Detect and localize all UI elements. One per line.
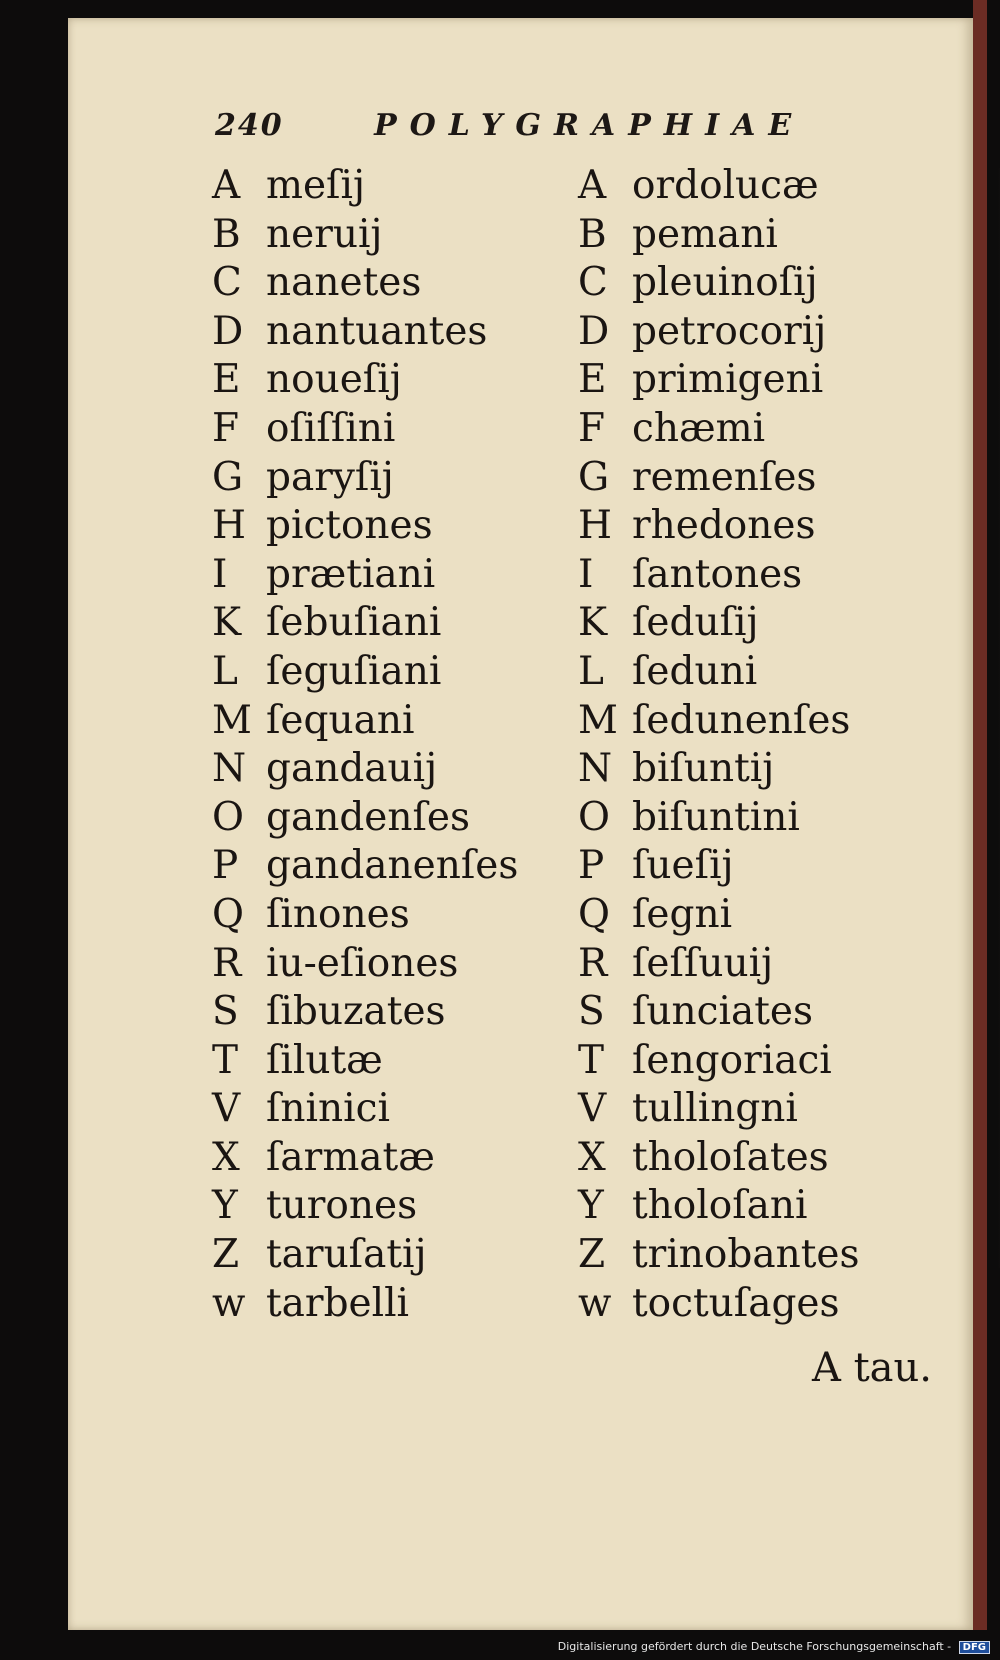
cipher-row — [578, 1085, 860, 1134]
cipher-word: ſibuzates — [266, 989, 446, 1035]
cipher-letter: P — [212, 843, 239, 889]
cipher-word: gandauij — [266, 746, 438, 792]
cipher-word: tholoſani — [632, 1183, 808, 1229]
cipher-word: nanetes — [266, 260, 422, 306]
book-edge — [973, 0, 987, 1660]
cipher-row — [578, 502, 860, 551]
right-cipher-column — [578, 162, 860, 1328]
cipher-row — [578, 1231, 860, 1280]
cipher-letter: Y — [578, 1183, 604, 1229]
cipher-letter: X — [212, 1134, 240, 1180]
cipher-letter: O — [212, 794, 244, 840]
cipher-word: ſninici — [266, 1086, 390, 1132]
cipher-letter: L — [212, 648, 238, 694]
cipher-letter: D — [212, 308, 244, 354]
cipher-word: ſegni — [632, 891, 733, 937]
cipher-row — [212, 891, 518, 940]
cipher-letter: C — [578, 260, 608, 306]
cipher-word: turones — [266, 1183, 418, 1229]
cipher-letter: A — [578, 163, 607, 208]
catchword: A tau. — [812, 1345, 932, 1391]
cipher-row — [578, 648, 860, 697]
cipher-letter: B — [212, 211, 241, 257]
cipher-row — [212, 1134, 518, 1183]
cipher-row — [212, 1280, 518, 1329]
cipher-word: biſuntij — [632, 746, 775, 792]
cipher-row — [578, 794, 860, 843]
cipher-word: ſedunenſes — [632, 697, 851, 743]
cipher-letter: P — [578, 843, 605, 889]
cipher-letter: M — [578, 697, 618, 743]
cipher-letter: M — [212, 697, 252, 743]
cipher-word: pleuinoſij — [632, 260, 818, 306]
cipher-word: iu-eſiones — [266, 940, 459, 986]
page-number: 240 — [215, 108, 284, 143]
cipher-row — [212, 308, 518, 357]
cipher-row — [212, 211, 518, 260]
cipher-row — [212, 842, 518, 891]
cipher-word: ſeduſij — [632, 600, 759, 646]
cipher-word: oſiſſini — [266, 405, 396, 451]
cipher-letter: K — [578, 600, 608, 646]
cipher-word: paryſij — [266, 454, 394, 500]
cipher-row — [578, 1182, 860, 1231]
cipher-row — [212, 745, 518, 794]
cipher-row — [578, 1280, 860, 1329]
digitization-credit — [558, 1640, 990, 1654]
cipher-word: biſuntini — [632, 794, 800, 840]
cipher-row — [212, 1182, 518, 1231]
cipher-word: ordolucæ — [632, 163, 819, 208]
cipher-word: pictones — [266, 503, 433, 549]
cipher-letter: R — [578, 940, 608, 986]
cipher-letter: S — [212, 989, 239, 1035]
cipher-row — [212, 551, 518, 600]
cipher-letter: T — [578, 1037, 605, 1083]
running-head — [215, 108, 804, 143]
cipher-word: ſarmatæ — [266, 1134, 435, 1180]
cipher-word: ſeſſuuij — [632, 940, 774, 986]
cipher-row — [212, 454, 518, 503]
cipher-word: ſengoriaci — [632, 1037, 832, 1083]
cipher-word: tarbelli — [266, 1280, 410, 1326]
cipher-letter: F — [212, 405, 240, 451]
cipher-letter: Z — [578, 1232, 606, 1278]
cipher-row — [212, 502, 518, 551]
cipher-letter: X — [578, 1134, 606, 1180]
cipher-row — [212, 794, 518, 843]
cipher-word: rhedones — [632, 503, 816, 549]
cipher-word: ſebuſiani — [266, 600, 442, 646]
cipher-row — [212, 405, 518, 454]
cipher-row — [578, 405, 860, 454]
cipher-row — [212, 988, 518, 1037]
cipher-row — [578, 308, 860, 357]
cipher-word: petrocorij — [632, 308, 827, 354]
cipher-row — [212, 648, 518, 697]
credit-text: Digitalisierung gefördert durch die Deutsche Forschungsgemeinschaft - — [557, 1640, 952, 1653]
cipher-letter: B — [578, 211, 607, 257]
cipher-row — [578, 1134, 860, 1183]
cipher-word: pemani — [632, 211, 778, 257]
cipher-row — [578, 842, 860, 891]
running-title: POLYGRAPHIAE — [374, 108, 805, 143]
cipher-word: ſequani — [266, 697, 415, 743]
cipher-row — [212, 356, 518, 405]
cipher-row — [212, 1085, 518, 1134]
cipher-word: trinobantes — [632, 1232, 860, 1278]
cipher-row — [578, 745, 860, 794]
cipher-row — [212, 1037, 518, 1086]
cipher-word: nantuantes — [266, 308, 488, 354]
cipher-letter: T — [212, 1037, 239, 1083]
cipher-word: gandenſes — [266, 794, 471, 840]
cipher-row — [578, 988, 860, 1037]
cipher-letter: Z — [212, 1232, 240, 1278]
cipher-word: noueſij — [266, 357, 402, 403]
cipher-letter: w — [212, 1280, 246, 1326]
cipher-word: ſeduni — [632, 648, 758, 694]
dfg-logo: DFG — [959, 1641, 990, 1654]
cipher-row — [578, 162, 860, 211]
cipher-letter: Q — [578, 891, 610, 937]
cipher-word: ſunciates — [632, 989, 814, 1035]
cipher-letter: L — [578, 648, 604, 694]
cipher-word: ſueſij — [632, 843, 734, 889]
cipher-word: tholoſates — [632, 1134, 829, 1180]
cipher-letter: G — [212, 454, 244, 500]
cipher-row — [212, 697, 518, 746]
cipher-row — [212, 259, 518, 308]
cipher-letter: Q — [212, 891, 244, 937]
cipher-row — [578, 697, 860, 746]
cipher-letter: N — [578, 746, 613, 792]
cipher-letter: I — [212, 551, 228, 597]
cipher-letter: Y — [212, 1183, 238, 1229]
cipher-row — [578, 891, 860, 940]
cipher-row — [578, 211, 860, 260]
cipher-word: tullingni — [632, 1086, 798, 1132]
cipher-letter: w — [578, 1280, 612, 1326]
cipher-word: ſinones — [266, 891, 410, 937]
cipher-letter: K — [212, 600, 242, 646]
cipher-row — [212, 599, 518, 648]
cipher-letter: R — [212, 940, 242, 986]
cipher-word: ſantones — [632, 551, 803, 597]
cipher-letter: V — [578, 1086, 607, 1132]
cipher-letter: I — [578, 551, 594, 597]
cipher-letter: F — [578, 405, 606, 451]
cipher-row — [578, 940, 860, 989]
cipher-row — [578, 259, 860, 308]
cipher-row — [578, 599, 860, 648]
left-cipher-column — [212, 162, 518, 1328]
cipher-letter: O — [578, 794, 610, 840]
cipher-row — [212, 1231, 518, 1280]
cipher-word: gandanenſes — [266, 843, 519, 889]
cipher-word: remenſes — [632, 454, 817, 500]
cipher-letter: D — [578, 308, 610, 354]
cipher-word: primigeni — [632, 357, 824, 403]
cipher-letter: G — [578, 454, 610, 500]
cipher-letter: N — [212, 746, 247, 792]
cipher-letter: C — [212, 260, 242, 306]
cipher-word: neruij — [266, 211, 383, 257]
cipher-row — [578, 1037, 860, 1086]
cipher-letter: E — [212, 357, 241, 403]
cipher-row — [578, 454, 860, 503]
cipher-word: prætiani — [266, 551, 436, 597]
cipher-letter: H — [578, 503, 613, 549]
cipher-row — [578, 551, 860, 600]
cipher-letter: H — [212, 503, 247, 549]
cipher-word: taruſatij — [266, 1232, 427, 1278]
cipher-row — [578, 356, 860, 405]
cipher-word: chæmi — [632, 405, 766, 451]
cipher-letter: S — [578, 989, 605, 1035]
cipher-letter: E — [578, 357, 607, 403]
cipher-letter: V — [212, 1086, 241, 1132]
cipher-word: toctuſages — [632, 1280, 840, 1326]
cipher-word: ſeguſiani — [266, 648, 442, 694]
cipher-row — [212, 940, 518, 989]
cipher-word: ſilutæ — [266, 1037, 383, 1083]
cipher-word: meſij — [266, 163, 366, 208]
cipher-row — [212, 162, 518, 211]
cipher-letter: A — [212, 163, 241, 208]
